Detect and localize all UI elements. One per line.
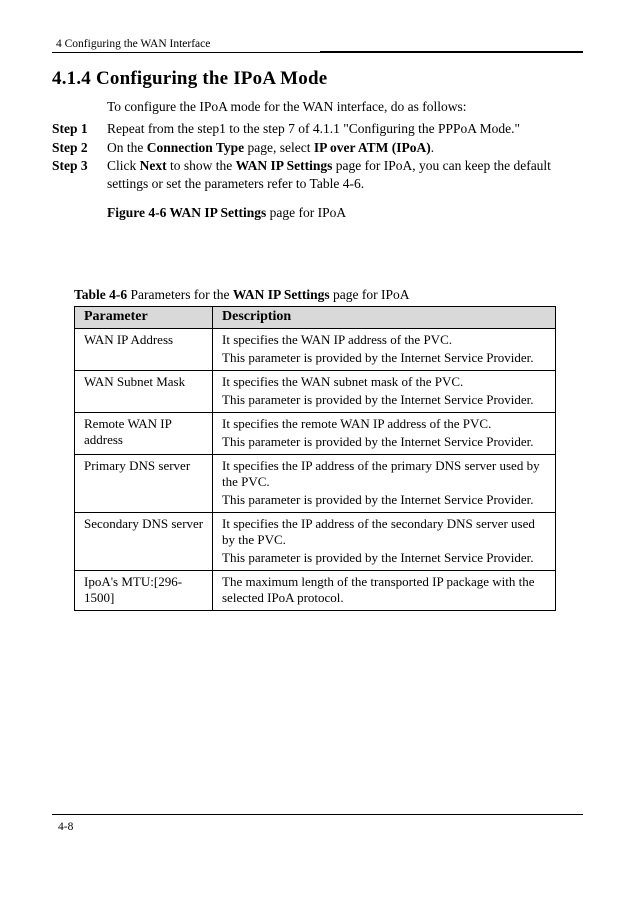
page-number: 4-8 — [58, 821, 74, 833]
ui-term: IP over ATM (IPoA) — [313, 140, 431, 155]
table-row — [75, 455, 556, 513]
step-text — [107, 157, 572, 193]
step-label: Step 1 — [52, 121, 88, 136]
figure-caption — [107, 205, 346, 221]
description-line: This parameter is provided by the Internet Service Provider. — [222, 350, 534, 365]
param-cell: WAN Subnet Mask — [75, 371, 213, 413]
table-caption — [74, 287, 409, 303]
description-line: It specifies the WAN subnet mask of the PVC. — [222, 374, 464, 389]
step-text — [107, 120, 572, 138]
description-line: This parameter is provided by the Internet Service Provider. — [222, 492, 534, 507]
ui-term: Next — [139, 158, 167, 173]
description-cell — [213, 329, 556, 371]
table-row — [75, 513, 556, 571]
table-row — [75, 413, 556, 455]
description-cell — [213, 455, 556, 513]
step-label: Step 2 — [52, 140, 88, 155]
description-line: It specifies the remote WAN IP address of the PVC. — [222, 416, 492, 431]
table-row — [75, 371, 556, 413]
ui-term: Connection Type — [146, 140, 245, 155]
description-line: This parameter is provided by the Internet Service Provider. — [222, 434, 534, 449]
description-cell — [213, 413, 556, 455]
param-cell: Secondary DNS server — [75, 513, 213, 571]
step-text-part: . — [430, 140, 435, 155]
description-cell — [213, 371, 556, 413]
description-cell — [213, 571, 556, 611]
step-text-part: Repeat from the step1 to the step 7 of 4.1.1 "Configuring the PPPoA Mode." — [107, 121, 520, 136]
description-line: It specifies the IP address of the secondary DNS server used by the PVC. — [222, 516, 535, 547]
description-line: This parameter is provided by the Internet Service Provider. — [222, 392, 534, 407]
step-text-part: Click — [107, 158, 140, 173]
table-caption-text: page for IPoA — [329, 287, 410, 302]
table-row — [75, 329, 556, 371]
param-cell: Remote WAN IP address — [75, 413, 213, 455]
param-cell: Primary DNS server — [75, 455, 213, 513]
table-header-row — [75, 307, 556, 329]
table-caption-text: Parameters for the — [127, 287, 233, 302]
step-text — [107, 139, 572, 157]
intro-text: To configure the IPoA mode for the WAN interface, do as follows: — [107, 99, 467, 114]
ui-term: WAN IP Settings — [235, 158, 333, 173]
description-line: The maximum length of the transported IP package with the selected IPoA protocol. — [222, 574, 535, 605]
description-line: This parameter is provided by the Internet Service Provider. — [222, 550, 534, 565]
step-text-part: On the — [107, 140, 147, 155]
description-line: It specifies the IP address of the primary DNS server used by the PVC. — [222, 458, 540, 489]
figure-caption-text: page for IPoA — [266, 205, 347, 220]
param-cell: IpoA's MTU:[296-1500] — [75, 571, 213, 611]
table-row — [75, 571, 556, 611]
description-cell — [213, 513, 556, 571]
header-chapter-title: 4 Configuring the WAN Interface — [56, 38, 211, 50]
figure-label: Figure 4-6 WAN IP Settings — [107, 205, 267, 220]
step-label: Step 3 — [52, 158, 88, 173]
section-title: 4.1.4 Configuring the IPoA Mode — [52, 68, 328, 89]
table-caption-term: WAN IP Settings — [232, 287, 330, 302]
table-label: Table 4-6 — [74, 287, 128, 302]
header-rule-thick — [320, 51, 583, 53]
column-header: Description — [213, 307, 556, 329]
parameters-table — [74, 306, 556, 611]
param-cell: WAN IP Address — [75, 329, 213, 371]
description-line: It specifies the WAN IP address of the PVC. — [222, 332, 452, 347]
step-text-part: page, select — [244, 140, 314, 155]
step-text-part: page for IPoA, you can keep the default settings or set the parameters refer to Table 4-6. — [107, 158, 551, 191]
column-header: Parameter — [75, 307, 213, 329]
footer-rule — [52, 814, 583, 815]
step-text-part: to show the — [166, 158, 236, 173]
